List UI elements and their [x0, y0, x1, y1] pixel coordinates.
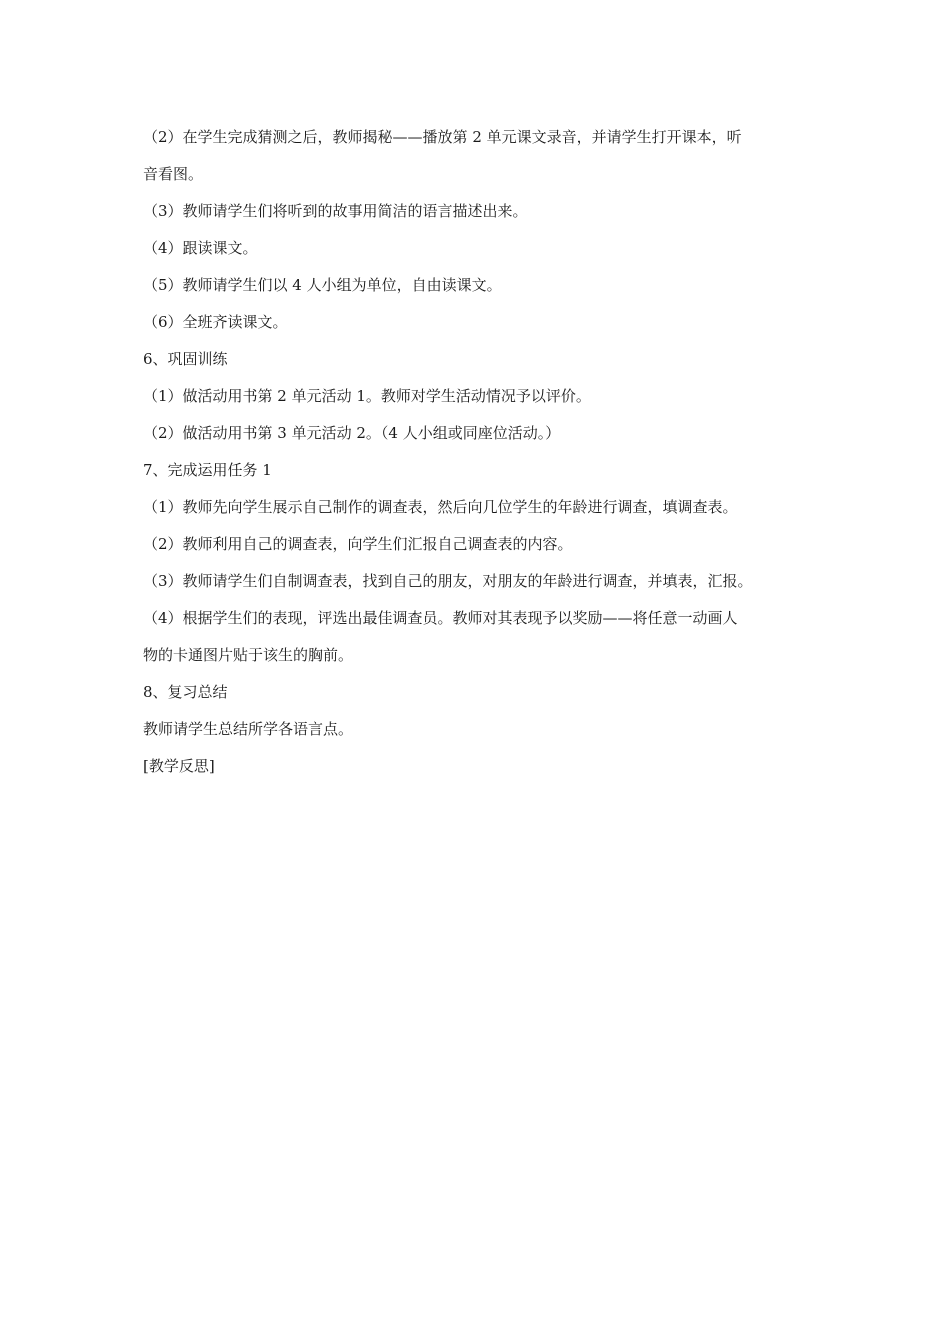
paragraph-line: （1）做活动用书第 2 单元活动 1。教师对学生活动情况予以评价。: [143, 387, 591, 405]
paragraph-line: （1）教师先向学生展示自己制作的调查表，然后向几位学生的年龄进行调查，填调查表。: [143, 498, 738, 516]
paragraph-line: （2）做活动用书第 3 单元活动 2。（4 人小组或同座位活动。）: [143, 424, 561, 442]
paragraph-line: （2）教师利用自己的调查表，向学生们汇报自己调查表的内容。: [143, 535, 573, 553]
paragraph-line: （5）教师请学生们以 4 人小组为单位，自由读课文。: [143, 276, 502, 294]
section-heading: [教学反思]: [143, 757, 215, 775]
paragraph-line: （4）跟读课文。: [143, 239, 258, 257]
paragraph-line: （3）教师请学生们自制调查表，找到自己的朋友，对朋友的年龄进行调查，并填表，汇报。: [143, 572, 753, 590]
section-heading: 7、完成运用任务 1: [143, 461, 272, 479]
section-heading: 8、复习总结: [143, 683, 228, 701]
paragraph-line: 教师请学生总结所学各语言点。: [143, 720, 354, 738]
paragraph-line: （3）教师请学生们将听到的故事用简洁的语言描述出来。: [143, 202, 528, 220]
paragraph-line: （2）在学生完成猜测之后，教师揭秘——播放第 2 单元课文录音，并请学生打开课本，听: [143, 128, 742, 146]
paragraph-line: （6）全班齐读课文。: [143, 313, 288, 331]
paragraph-line: 音看图。: [143, 165, 204, 183]
paragraph-line: 物的卡通图片贴于该生的胸前。: [143, 646, 354, 664]
paragraph-line: （4）根据学生们的表现，评选出最佳调查员。教师对其表现予以奖励——将任意一动画人: [143, 609, 738, 627]
document-body: [143, 126, 823, 792]
section-heading: 6、巩固训练: [143, 350, 228, 368]
